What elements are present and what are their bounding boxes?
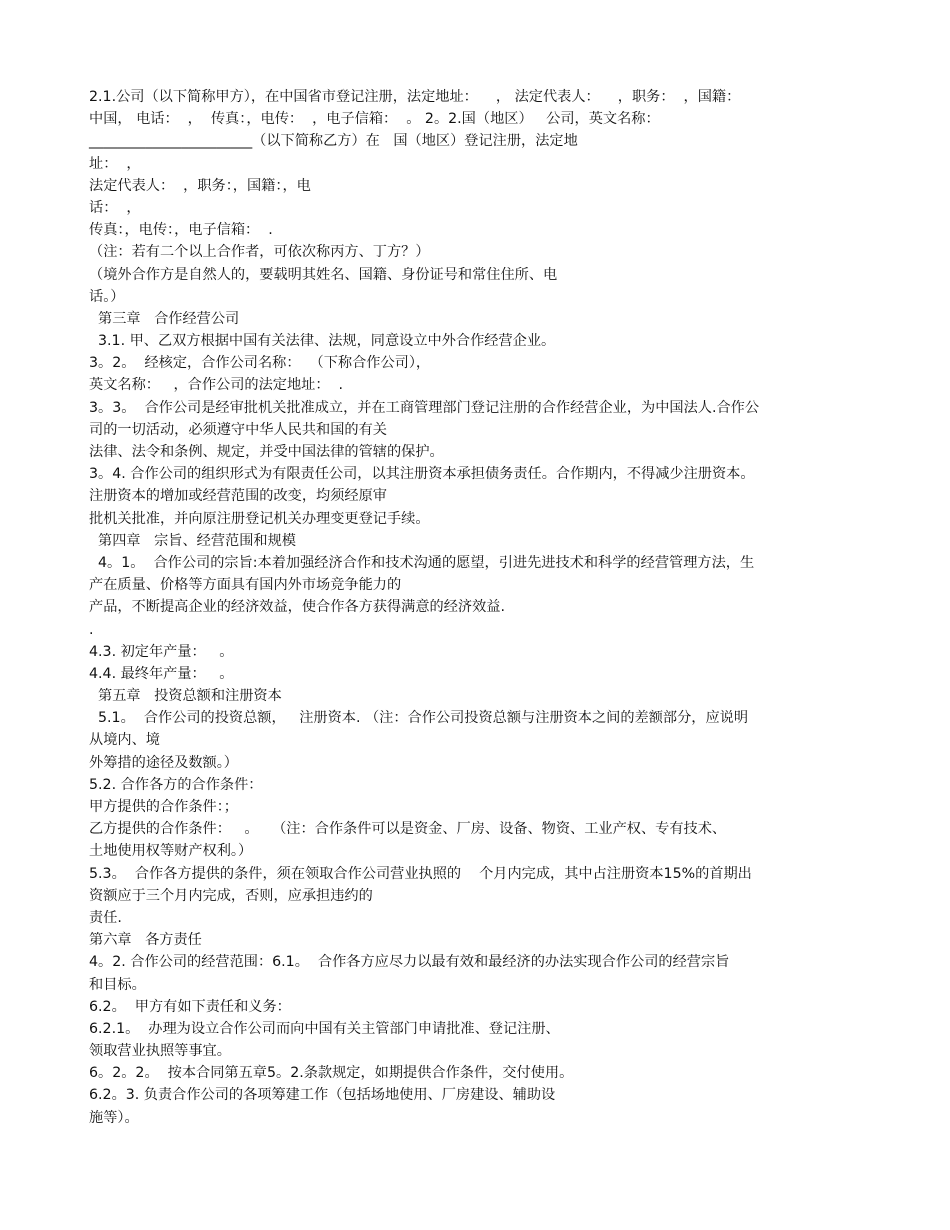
text-line: 中国， 电话： ， 传真：，电传： ，电子信箱： 。 2。2.国（地区） 公司，英文名称： xyxy=(89,111,660,128)
clause-line: 4.3. 初定年产量： 。 xyxy=(89,643,234,660)
clause-line: 法律、法令和条例、规定，并受中国法律的管辖的保护。 xyxy=(89,444,444,460)
text-line: 话： ， xyxy=(89,199,141,216)
clause-line: 4。2. 合作公司的经营范围：6.1。 合作各方应尽力以最有效和最经济的办法实现合作公司的经营宗旨 xyxy=(89,954,730,971)
note-line: （注：若有二个以上合作者，可依次称丙方、丁方？） xyxy=(89,244,430,261)
chapter-heading: 第三章 合作经营公司 xyxy=(89,310,240,327)
clause-line: 产在质量、价格等方面具有国内外市场竞争能力的 xyxy=(89,577,402,594)
clause-line: 责任. xyxy=(89,909,122,926)
chapter-heading: 第六章 各方责任 xyxy=(89,932,202,949)
chapter-heading: 第四章 宗旨、经营范围和规模 xyxy=(89,532,296,549)
clause-line: 产品，不断提高企业的经济效益，使合作各方获得满意的经济效益. xyxy=(89,599,505,616)
clause-line: 6.2。 甲方有如下责任和义务： xyxy=(89,998,291,1015)
clause-line: 和目标。 xyxy=(89,976,146,993)
clause-line: 6。2。2。 按本合同第五章5。2.条款规定，如期提供合作条件，交付使用。 xyxy=(89,1065,574,1082)
text-line: 法定代表人： ，职务：，国籍：，电 xyxy=(89,177,311,194)
text-line: 传真：，电传：，电子信箱： . xyxy=(89,222,273,239)
clause-line: 3.1. 甲、乙双方根据中国有关法律、法规，同意设立中外合作经营企业。 xyxy=(89,333,556,350)
clause-line: 批机关批准，并向原注册登记机关办理变更登记手续。 xyxy=(89,510,430,527)
text-line: _______________________（以下简称乙方）在 国（地区）登记注册，法定地 xyxy=(89,133,578,150)
clause-line: 英文名称： ，合作公司的法定地址： . xyxy=(89,377,344,394)
clause-line: 5.3。 合作各方提供的条件，须在领取合作公司营业执照的 个月内完成，其中占注册资本15%的首期出 xyxy=(89,865,752,882)
text-line: 址： ， xyxy=(89,155,141,172)
clause-line: 5.1。 合作公司的投资总额， 注册资本. （注：合作公司投资总额与注册资本之间的差额部分，应说明 xyxy=(89,710,749,727)
clause-line: 施等）。 xyxy=(89,1109,139,1126)
clause-line: 外筹措的途径及数额。） xyxy=(89,754,238,771)
text-line: 2.1.公司（以下简称甲方），在中国省市登记注册，法定地址： ， 法定代表人： ，职务： ，国籍： xyxy=(89,89,741,105)
note-line: （境外合作方是自然人的，要载明其姓名、国籍、身份证号和常住住所、电 xyxy=(89,266,558,283)
clause-line: 乙方提供的合作条件： 。 （注：合作条件可以是资金、厂房、设备、物资、工业产权、专有技术、 xyxy=(89,821,727,838)
clause-line: 3。3。 合作公司是经审批机关批准成立，并在工商管理部门登记注册的合作经营企业，为中国法人.合作公 xyxy=(89,399,760,416)
clause-line: 4。1。 合作公司的宗旨:本着加强经济合作和技术沟通的愿望，引进先进技术和科学的经营管理方法，生 xyxy=(89,554,755,571)
clause-line: 6.2。3. 负责合作公司的各项筹建工作（包括场地使用、厂房建设、辅助设 xyxy=(89,1087,556,1104)
clause-line: 3。2。 经核定，合作公司名称： （下称合作公司）， xyxy=(89,355,431,372)
clause-line: 6.2.1。 办理为设立合作公司而向中国有关主管部门申请批准、登记注册、 xyxy=(89,1020,560,1037)
clause-line: 5.2. 合作各方的合作条件： xyxy=(89,776,263,793)
note-line: 话。） xyxy=(89,288,125,305)
clause-line: 资额应于三个月内完成，否则，应承担违约的 xyxy=(89,887,373,904)
clause-line: . xyxy=(89,621,94,638)
clause-line: 司的一切活动，必须遵守中华人民共和国的有关 xyxy=(89,421,387,438)
clause-line: 4.4. 最终年产量： 。 xyxy=(89,665,234,682)
clause-line: 3。4. 合作公司的组织形式为有限责任公司，以其注册资本承担债务责任。合作期内，不得减少注册资本。 xyxy=(89,466,755,483)
chapter-heading: 第五章 投资总额和注册资本 xyxy=(89,688,282,705)
clause-line: 土地使用权等财产权利。） xyxy=(89,843,253,860)
clause-line: 从境内、境 xyxy=(89,732,160,749)
clause-line: 领取营业执照等事宜。 xyxy=(89,1043,231,1060)
clause-line: 注册资本的增加或经营范围的改变，均须经原审 xyxy=(89,488,387,505)
clause-line: 甲方提供的合作条件：； xyxy=(89,799,238,815)
